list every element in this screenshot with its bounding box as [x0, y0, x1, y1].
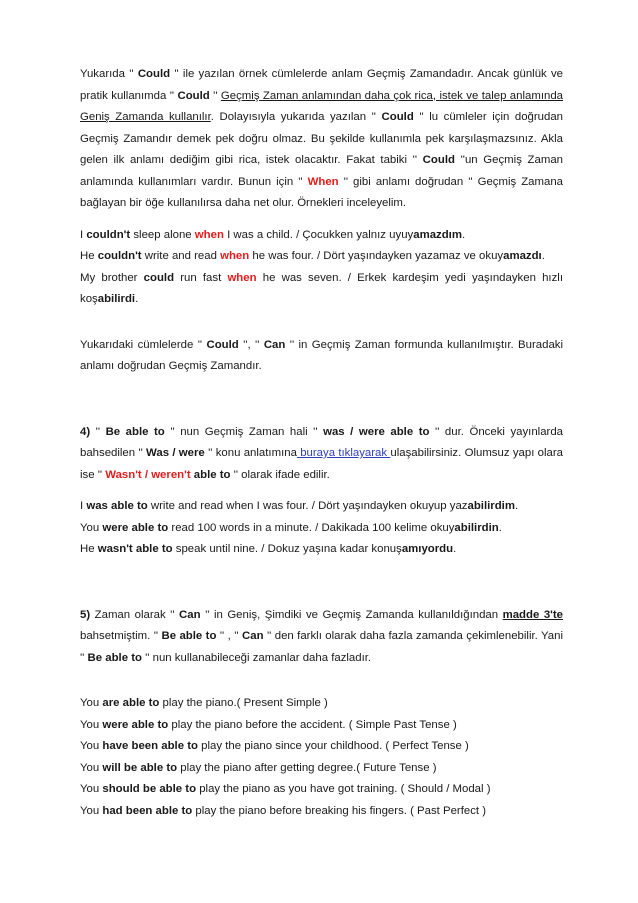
example-line — [80, 801, 563, 823]
text: '' in Geçmiş Zaman formunda kullanılmıştır. Buradaki anlamı doğrudan Geçmiş Zamandır. — [80, 338, 564, 372]
example-line — [80, 225, 563, 247]
keyword: will be able to — [102, 761, 178, 774]
keyword: have been able to — [102, 740, 198, 752]
keyword: were able to — [102, 521, 169, 534]
text: '' olarak ifade edilir. — [230, 468, 330, 481]
keyword-when: when — [227, 271, 257, 284]
text: '' konu anlatımına — [204, 447, 297, 459]
text: '' dur. Önceki yayınlarda bahsedilen '' — [80, 425, 564, 459]
text: he was four. / Dört yaşındayken yazamaz ve okuy — [249, 250, 504, 262]
keyword: couldn't — [97, 250, 142, 262]
text: '' — [209, 89, 221, 102]
text: '' in Geniş, Şimdiki ve Geçmiş Zamanda kullanıldığından — [200, 608, 503, 621]
text: play the piano.( Present Simple ) — [159, 697, 328, 709]
keyword: are able to — [102, 697, 160, 709]
text: Yukarıdaki cümlelerde '' — [80, 338, 207, 351]
text: . Dolayısıyla yukarıda yazılan '' — [210, 111, 382, 123]
text: write and read when I was four. / Dört yaşındayken okuyup yaz — [147, 500, 468, 512]
text: play the piano after getting degree.( Future Tense ) — [177, 761, 437, 774]
keyword: Be able to — [87, 651, 142, 664]
example-line — [80, 715, 563, 737]
keyword-negative: Wasn't / weren't — [105, 468, 191, 481]
suffix: abilirdin — [454, 521, 499, 534]
text: '' — [90, 425, 106, 438]
example-line — [80, 518, 563, 540]
text: You — [80, 804, 103, 817]
text: sleep alone — [130, 228, 195, 241]
suffix: abilirdim — [467, 500, 515, 512]
text: play the piano before breaking his fingers. ( Past Perfect ) — [192, 804, 487, 817]
keyword-can: Can — [179, 608, 201, 621]
example-line — [80, 539, 563, 561]
keyword: was able to — [86, 500, 148, 512]
example-line — [80, 246, 563, 268]
text: '' den farklı olarak daha fazla zamanda çekimlenebilir. Yani '' — [80, 630, 563, 664]
keyword-can: Can — [263, 338, 286, 351]
keyword: had been able to — [102, 804, 193, 817]
text: . — [498, 521, 502, 534]
text: . — [461, 228, 466, 241]
text: You — [80, 521, 103, 534]
text: . — [453, 543, 457, 555]
suffix: amazdı — [503, 250, 542, 262]
example-line — [80, 736, 563, 758]
text: '' , '' — [216, 630, 243, 642]
text: ulaşabilirsiniz. Olumsuz yapı olara ise '' — [80, 447, 563, 481]
keyword: could — [143, 271, 175, 284]
text: I — [80, 500, 87, 512]
paragraph-section-5 — [80, 605, 563, 670]
keyword-when: when — [220, 250, 250, 262]
suffix: amıyordu — [401, 543, 454, 555]
text: He — [80, 250, 98, 262]
keyword-could: Could — [177, 89, 210, 102]
keyword-when: when — [194, 228, 224, 241]
text: '' nun Geçmiş Zaman hali '' — [164, 425, 324, 438]
text: '' ile yazılan örnek cümlelerde anlam Geçmiş Zamandadır. Ancak günlük ve pratik kullanımda '' — [80, 68, 564, 102]
keyword-could: Could — [206, 338, 239, 351]
keyword: Be able to — [161, 630, 217, 642]
document-page — [80, 64, 563, 822]
keyword: couldn't — [86, 228, 131, 241]
text: '' gibi anlamı doğrudan '' Geçmiş Zamana bağlayan bir öğe kullanılırsa daha net olur. Örnekleri inceleyelim. — [80, 175, 563, 209]
keyword: wasn't able to — [97, 543, 173, 555]
text: My brother — [80, 271, 144, 284]
keyword: Was / were — [146, 447, 205, 459]
text: . — [135, 293, 139, 305]
example-line — [80, 693, 563, 715]
madde-reference: madde 3'te — [502, 608, 563, 621]
underlined-text: Geçmiş Zaman anlamından daha çok rica, istek ve talep anlamında Geniş Zamanda kullanılır — [80, 89, 563, 123]
text: he was seven. / Erkek kardeşim yedi yaşındayken hızlı koş — [80, 271, 563, 305]
example-line — [80, 758, 563, 780]
text: play the piano before the accident. ( Simple Past Tense ) — [168, 718, 457, 731]
text: He — [80, 543, 98, 555]
text: I — [80, 228, 87, 241]
text: You — [80, 697, 103, 709]
keyword-when: When — [307, 175, 339, 188]
text: Yukarıda '' — [80, 68, 138, 80]
text: bahsetmiştim. '' — [80, 630, 162, 642]
keyword: was / were able to — [323, 425, 430, 438]
text: speak until nine. / Dokuz yaşına kadar konuş — [172, 543, 402, 555]
keyword: able to — [190, 468, 231, 481]
text: read 100 words in a minute. / Dakikada 100 kelime okuy — [168, 521, 455, 534]
keyword-can: Can — [242, 630, 264, 642]
text: Zaman olarak '' — [90, 608, 180, 621]
keyword: were able to — [102, 718, 169, 731]
text: You — [80, 783, 103, 795]
paragraph-past-meaning — [80, 335, 563, 378]
section-number: 5) — [80, 608, 91, 621]
text: I was a child. / Çocukken yalnız uyuy — [223, 228, 414, 241]
keyword-could: Could — [422, 154, 455, 166]
text: . — [541, 250, 545, 262]
section-number: 4) — [80, 425, 91, 438]
text: You — [80, 718, 103, 731]
text: play the piano since your childhood. ( Perfect Tense ) — [197, 740, 469, 752]
keyword-could: Could — [381, 111, 414, 123]
example-line — [80, 268, 563, 311]
text: '' lu cümleler için doğrudan Geçmiş Zamandır demek pek doğru olmaz. Bu şekilde kullanımla pek karşılaşmazsınız. Akla gelen ilk anlamı dediğim gibi rica, istek olacaktır. Fakat tabiki '' — [80, 111, 564, 166]
keyword-could: Could — [137, 68, 171, 80]
text: . — [514, 500, 519, 512]
text: ''un Geçmiş Zaman anlamında kullanımları vardır. Bunun için '' — [80, 154, 563, 188]
text: You — [80, 740, 103, 752]
text: run fast — [174, 271, 228, 284]
text: write and read — [141, 250, 221, 262]
text: You — [80, 761, 103, 774]
text: play the piano as you have got training. ( Should / Modal ) — [196, 783, 491, 795]
keyword: should be able to — [102, 783, 197, 795]
example-line — [80, 496, 563, 518]
suffix: amazdım — [413, 228, 462, 241]
text: '', '' — [238, 338, 264, 351]
paragraph-section-4 — [80, 422, 563, 487]
click-here-link[interactable]: buraya tıklayarak — [296, 447, 391, 459]
example-line — [80, 779, 563, 801]
suffix: abilirdi — [97, 293, 136, 305]
keyword: Be able to — [105, 425, 165, 438]
paragraph-could-intro — [80, 64, 563, 215]
text: '' nun kullanabileceği zamanlar daha fazladır. — [141, 651, 372, 664]
